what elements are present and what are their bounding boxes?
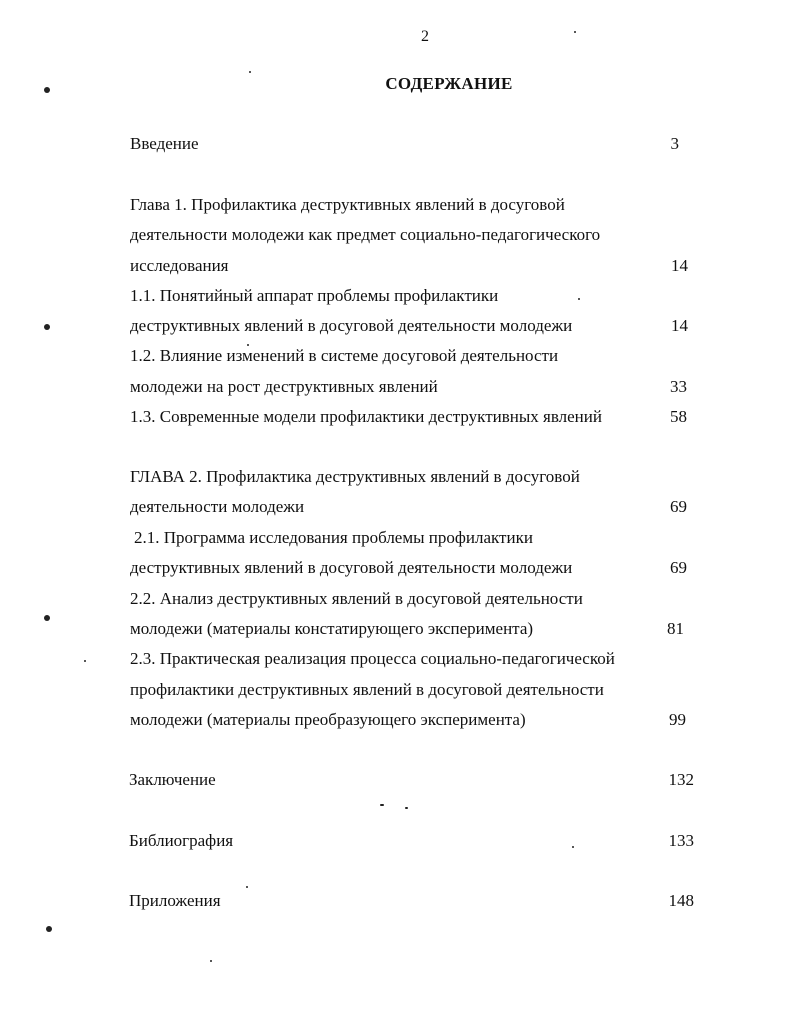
toc-entry-label: Заключение: [129, 770, 216, 789]
toc-entry-line: молодежи (материалы констатирующего эксперимента): [130, 619, 534, 638]
toc-entry-line: 1.3. Современные модели профилактики деструктивных явлений: [130, 407, 602, 426]
scan-speck: [44, 615, 50, 621]
scan-speck: [84, 660, 86, 662]
toc-entry-page: 99: [669, 710, 686, 729]
toc-entry-line: 2.2. Анализ деструктивных явлений в досуговой деятельности: [130, 589, 583, 608]
scan-speck: [210, 960, 212, 962]
toc-entry-page: 58: [670, 407, 687, 426]
toc-entry-line: профилактики деструктивных явлений в досуговой деятельности: [130, 680, 604, 699]
page-number: 2: [421, 28, 429, 45]
scan-speck: [246, 886, 248, 888]
toc-entry-label: Приложения: [129, 891, 221, 910]
toc-entry-line: Глава 1. Профилактика деструктивных явлений в досуговой: [130, 195, 565, 214]
scan-speck: [44, 87, 50, 93]
scan-speck: [574, 31, 576, 33]
toc-entry-line: деструктивных явлений в досуговой деятельности молодежи: [130, 558, 573, 577]
toc-entry-line: 1.1. Понятийный аппарат проблемы профилактики: [130, 286, 499, 305]
toc-entry-page: 3: [670, 134, 679, 153]
toc-entry-page: 133: [668, 831, 694, 850]
toc-entry-page: 33: [670, 377, 687, 396]
toc-entry-line: 2.1. Программа исследования проблемы профилактики: [134, 528, 533, 547]
toc-entry-line: молодежи на рост деструктивных явлений: [130, 377, 438, 396]
toc-entry-line: деструктивных явлений в досуговой деятельности молодежи: [130, 316, 573, 335]
scan-speck: [405, 807, 408, 809]
scan-speck: [572, 846, 574, 848]
toc-entry-page: 148: [668, 891, 694, 910]
toc-entry-label: Библиография: [129, 831, 234, 850]
scan-speck: [380, 804, 384, 806]
toc-entry-line: деятельности молодежи как предмет социально-педагогического: [130, 225, 601, 244]
toc-entry-page: 14: [671, 256, 688, 275]
toc-entry-page: 69: [670, 497, 687, 516]
scan-speck: [578, 298, 580, 300]
toc-entry-page: 81: [667, 619, 684, 638]
toc-entry-page: 132: [668, 770, 694, 789]
toc-entry-line: ГЛАВА 2. Профилактика деструктивных явлений в досуговой: [130, 467, 580, 486]
toc-entry-page: 14: [671, 316, 688, 335]
scan-speck: [46, 926, 52, 932]
toc-entry-line: деятельности молодежи: [130, 497, 305, 516]
scan-speck: [249, 71, 251, 73]
toc-entry-line: исследования: [130, 256, 229, 275]
page-title: СОДЕРЖАНИЕ: [385, 74, 513, 93]
scan-speck: [44, 324, 50, 330]
toc-entry-page: 69: [670, 558, 687, 577]
toc-entry-label: Введение: [130, 134, 199, 153]
toc-entry-line: 2.3. Практическая реализация процесса социально-педагогической: [130, 649, 615, 668]
toc-entry-line: 1.2. Влияние изменений в системе досуговой деятельности: [130, 346, 559, 365]
toc-entry-line: молодежи (материалы преобразующего эксперимента): [130, 710, 526, 729]
scan-speck: [247, 344, 249, 346]
